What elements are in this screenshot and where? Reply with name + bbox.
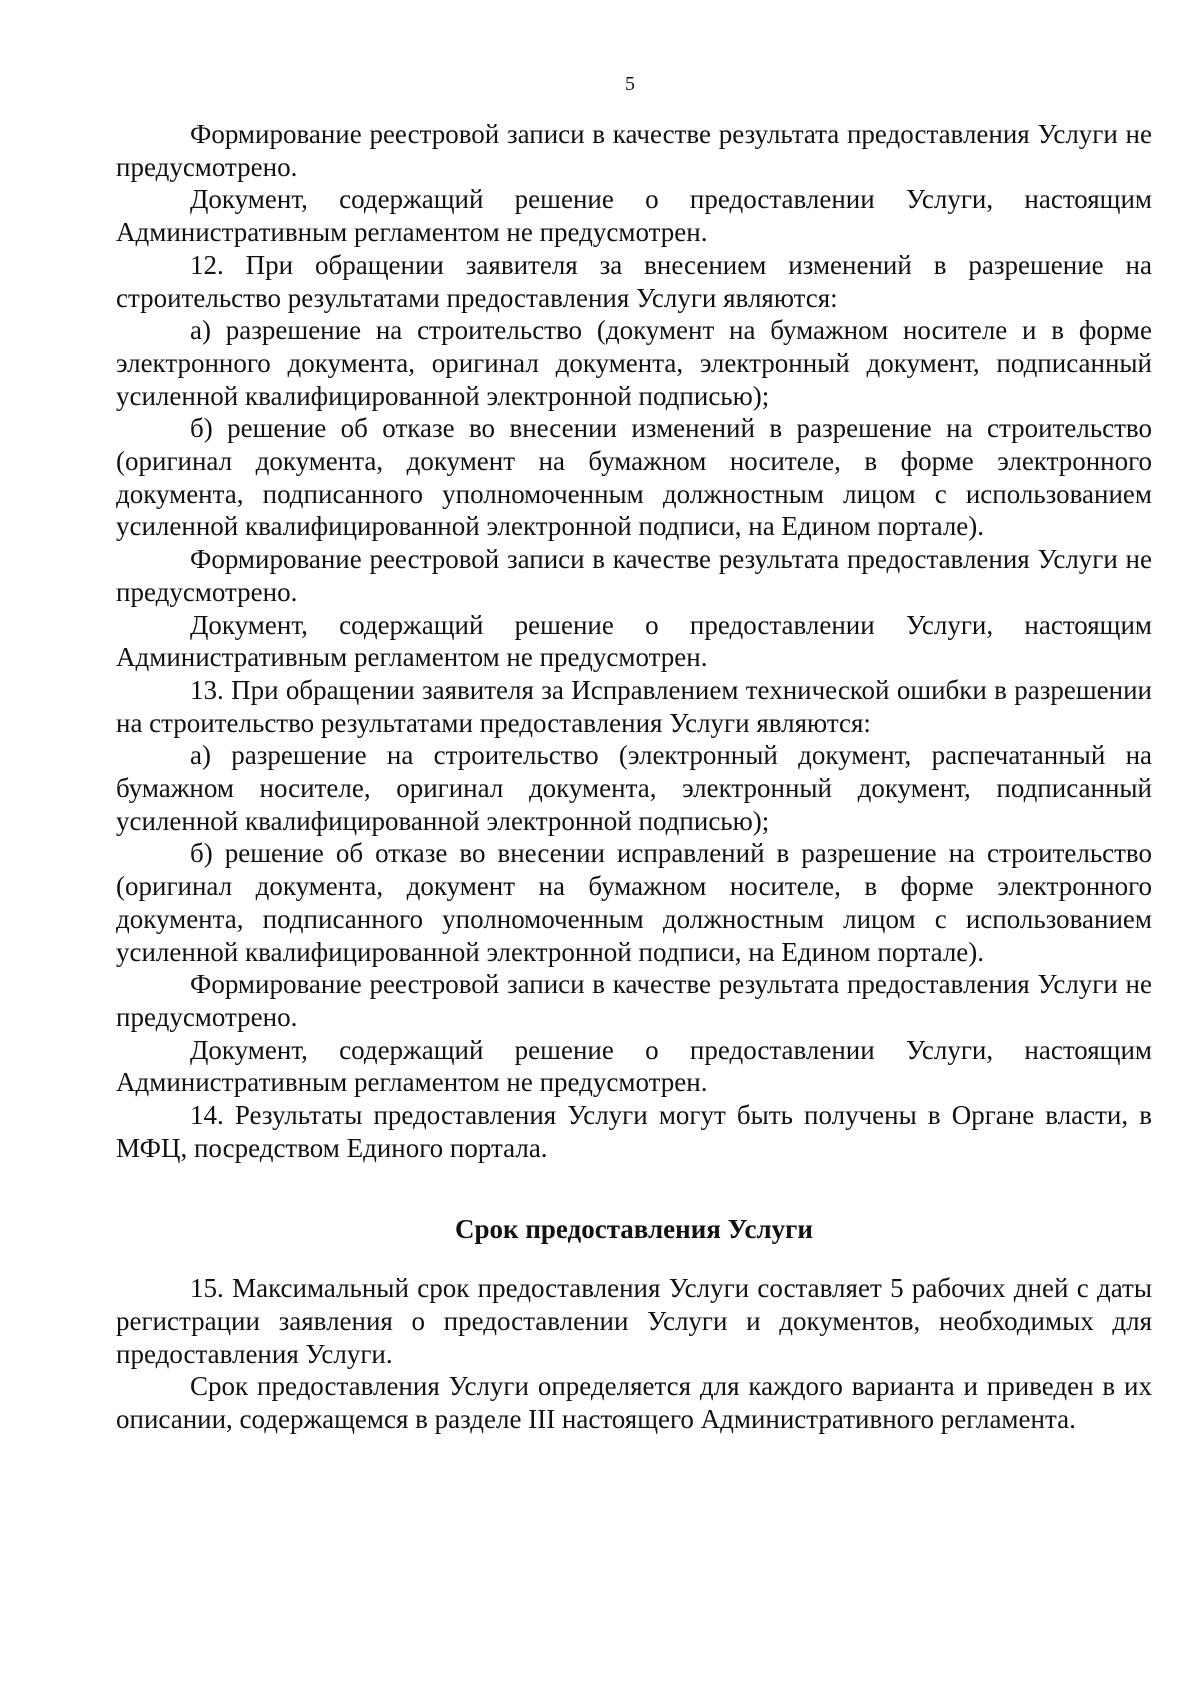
document-body xyxy=(116,118,1152,1436)
page-number: 5 xyxy=(625,73,635,95)
paragraph-term-variants: Срок предоставления Услуги определяется для каждого варианта и приведен в их описании, содержащемся в разделе III настоящего Административного регламента. xyxy=(116,1371,1152,1435)
paragraph-decision-document-3: Документ, содержащий решение о предоставлении Услуги, настоящим Административным регламентом не предусмотрен. xyxy=(116,1034,1152,1098)
paragraph-item-15: 15. Максимальный срок предоставления Услуги составляет 5 рабочих дней с даты регистрации заявления о предоставлении Услуги и документов, необходимых для предоставления Услуги. xyxy=(116,1273,1152,1369)
section-heading: Срок предоставления Услуги xyxy=(455,1213,813,1244)
paragraph-item-14: 14. Результаты предоставления Услуги могут быть получены в Органе власти, в МФЦ, посредством Единого портала. xyxy=(116,1100,1152,1163)
paragraph-item-12: 12. При обращении заявителя за внесением изменений в разрешение на строительство результатами предоставления Услуги являются: xyxy=(116,249,1152,313)
paragraph-registry-record-1: Формирование реестровой записи в качестве результата предоставления Услуги не предусмотрено. xyxy=(116,119,1152,182)
paragraph-registry-record-3: Формирование реестровой записи в качестве результата предоставления Услуги не предусмотрено. xyxy=(116,969,1152,1032)
paragraph-decision-document-1: Документ, содержащий решение о предоставлении Услуги, настоящим Административным регламентом не предусмотрен. xyxy=(116,184,1152,248)
paragraph-item-12-b: б) решение об отказе во внесении изменений в разрешение на строительство (оригинал документа, документ на бумажном носителе, в форме электронного документа, подписанного уполномоченным должностным лицом с использованием усиленной квалифицированной электронной подписи, на Едином портале). xyxy=(116,413,1152,542)
paragraph-item-12-a: а) разрешение на строительство (документ на бумажном носителе и в форме электронного документа, оригинал документа, электронный документ, подписанный усиленной квалифицированной электронной подписью); xyxy=(116,315,1152,411)
paragraph-registry-record-2: Формирование реестровой записи в качестве результата предоставления Услуги не предусмотрено. xyxy=(116,544,1152,607)
paragraph-decision-document-2: Документ, содержащий решение о предоставлении Услуги, настоящим Административным регламентом не предусмотрен. xyxy=(116,609,1152,673)
paragraph-item-13-b: б) решение об отказе во внесении исправлений в разрешение на строительство (оригинал документа, документ на бумажном носителе, в форме электронного документа, подписанного уполномоченным должностным лицом с использованием усиленной квалифицированной электронной подписи, на Едином портале). xyxy=(116,838,1152,967)
paragraph-item-13: 13. При обращении заявителя за Исправлением технической ошибки в разрешении на строительство результатами предоставления Услуги являются: xyxy=(116,674,1152,738)
paragraph-item-13-a: а) разрешение на строительство (электронный документ, распечатанный на бумажном носителе, оригинал документа, электронный документ, подписанный усиленной квалифицированной электронной подписью); xyxy=(116,740,1152,836)
